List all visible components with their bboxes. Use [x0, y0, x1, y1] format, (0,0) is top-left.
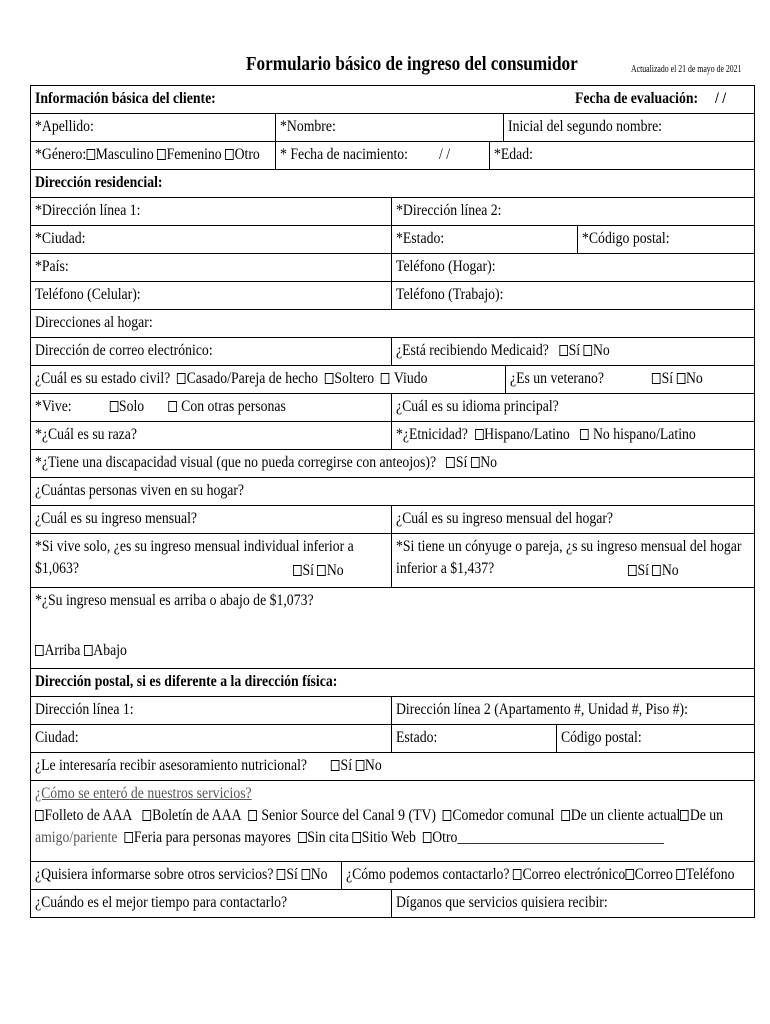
race-field[interactable]: *¿Cuál es su raza?: [35, 426, 138, 443]
row-lives: *Vive: Solo Con otras personas ¿Cuál es su idioma principal?: [31, 393, 754, 421]
alone-income-label-1: *Si vive solo, ¿es su ingreso mensual individual inferior a: [35, 538, 354, 555]
single-checkbox[interactable]: [325, 373, 334, 384]
household-income-field[interactable]: ¿Cuál es su ingreso mensual del hogar?: [391, 506, 754, 533]
src-comedor-checkbox[interactable]: [443, 810, 452, 821]
age-field[interactable]: *Edad:: [489, 142, 754, 169]
female-checkbox[interactable]: [157, 149, 166, 160]
row-household: [31, 477, 754, 505]
spouse-income-label-2: inferior a $1,437?: [396, 560, 495, 577]
intake-form: [30, 85, 755, 918]
basic-section-title: Información básica del cliente:: [35, 90, 216, 107]
contact-mail-checkbox[interactable]: [625, 869, 634, 880]
contact-email-checkbox[interactable]: [513, 869, 522, 880]
state-field[interactable]: *Estado:: [391, 226, 577, 253]
row-above-below: *¿Su ingreso mensual es arriba o abajo de $1,073? Arriba Abajo: [31, 587, 754, 668]
postal-address2-field[interactable]: Dirección línea 2 (Apartamento #, Unidad #, Piso #):: [391, 697, 754, 724]
src-folleto-checkbox[interactable]: [35, 810, 44, 821]
heard-label: ¿Cómo se enteró de nuestros servicios?: [35, 785, 252, 802]
row-best-time: [31, 889, 754, 917]
nutrition-label: ¿Le interesaría recibir asesoramiento nutricional?: [35, 757, 308, 774]
row-visual: *¿Tiene una discapacidad visual (que no pueda corregirse con anteojos)? Sí No: [31, 449, 754, 477]
surname-field[interactable]: *Apellido:: [35, 118, 94, 135]
other-gender-checkbox[interactable]: [225, 149, 234, 160]
src-otro-field[interactable]: Otro______________________________: [432, 829, 664, 846]
non-hispanic-checkbox[interactable]: [580, 429, 589, 440]
visual-yes-checkbox[interactable]: [446, 457, 455, 468]
row-income-threshold: *Si vive solo, ¿es su ingreso mensual individual inferior a $1,063? Sí No *Si tiene un cónyuge o pareja, ¿s su ingreso mensual del hogar inferior a $1,437? Sí No: [31, 533, 754, 587]
below-checkbox[interactable]: [84, 645, 93, 656]
nutrition-yes-checkbox[interactable]: [331, 760, 340, 771]
spouse-income-label-1: *Si tiene un cónyuge o pareja, ¿s su ingreso mensual del hogar: [396, 538, 742, 555]
residence-section-title: Dirección residencial:: [35, 174, 163, 191]
row-city: [31, 225, 754, 253]
medicaid-yes-checkbox[interactable]: [559, 345, 568, 356]
src-web-checkbox[interactable]: [352, 832, 361, 843]
services-wanted-field[interactable]: Díganos que servicios quisiera recibir:: [391, 890, 754, 917]
row-race: *¿Cuál es su raza? *¿Etnicidad? Hispano/Latino No hispano/Latino: [31, 421, 754, 449]
row-nutrition: ¿Le interesaría recibir asesoramiento nutricional? Sí No: [31, 752, 754, 780]
postal-section-title: Dirección postal, si es diferente a la dirección física:: [35, 673, 338, 690]
alone-income-no-checkbox[interactable]: [317, 565, 326, 576]
directions-field[interactable]: Direcciones al hogar:: [35, 314, 153, 331]
row-marital: ¿Cuál es su estado civil? Casado/Pareja de hecho Soltero Viudo ¿Es un veterano? Sí No: [31, 365, 754, 393]
middle-initial-field[interactable]: Inicial del segundo nombre:: [503, 114, 754, 141]
address2-field[interactable]: *Dirección línea 2:: [391, 198, 754, 225]
src-amigo-checkbox[interactable]: [680, 810, 689, 821]
row-basic-header: [31, 86, 754, 113]
row-gender: *Género: Masculino Femenino Otro * Fecha de nacimiento: / / *Edad:: [31, 141, 754, 169]
src-feria-checkbox[interactable]: [124, 832, 133, 843]
medicaid-no-checkbox[interactable]: [584, 345, 593, 356]
country-field[interactable]: *País:: [35, 258, 69, 275]
nutrition-no-checkbox[interactable]: [355, 760, 364, 771]
dob-field[interactable]: * Fecha de nacimiento: / /: [275, 142, 489, 169]
visual-label: *¿Tiene una discapacidad visual (que no pueda corregirse con anteojos)?: [35, 454, 437, 471]
src-cliente-checkbox[interactable]: [561, 810, 570, 821]
postal-zip-field[interactable]: Código postal:: [556, 725, 754, 752]
language-field[interactable]: ¿Cuál es su idioma principal?: [391, 394, 754, 421]
other-services-yes-checkbox[interactable]: [277, 869, 286, 880]
other-services-no-checkbox[interactable]: [301, 869, 310, 880]
above-below-label: *¿Su ingreso mensual es arriba o abajo de $1,073?: [35, 592, 314, 609]
email-field[interactable]: Dirección de correo electrónico:: [35, 342, 213, 359]
phone-cell-field[interactable]: Teléfono (Celular):: [35, 286, 141, 303]
row-email: Dirección de correo electrónico: ¿Está recibiendo Medicaid? Sí No: [31, 337, 754, 365]
gender-label: *Género:: [35, 146, 87, 163]
row-heard: ¿Cómo se enteró de nuestros servicios? Folleto de AAA Boletín de AAA Senior Source del Canal 9 (TV) Comedor comunal De un cliente actual De un amigo/pariente Feria para personas mayores Sin cita Sitio Web Otro______________________________: [31, 780, 754, 861]
other-services-label: ¿Quisiera informarse sobre otros servicios?: [35, 866, 274, 883]
with-others-checkbox[interactable]: [168, 401, 177, 412]
postal-address1-field[interactable]: Dirección línea 1:: [35, 701, 134, 718]
src-senior-checkbox[interactable]: [248, 810, 257, 821]
row-directions: [31, 309, 754, 337]
zip-field[interactable]: *Código postal:: [577, 226, 754, 253]
spouse-income-yes-checkbox[interactable]: [628, 565, 637, 576]
src-otro-checkbox[interactable]: [423, 832, 432, 843]
best-time-field[interactable]: ¿Cuándo es el mejor tiempo para contactarlo?: [35, 894, 288, 911]
eval-date-label: Fecha de evaluación:: [575, 90, 699, 107]
row-postal-header: [31, 668, 754, 696]
spouse-income-no-checkbox[interactable]: [652, 565, 661, 576]
row-other-services: ¿Quisiera informarse sobre otros servicios? Sí No ¿Cómo podemos contactarlo? Correo electrónico Correo Teléfono: [31, 861, 754, 889]
veteran-no-checkbox[interactable]: [677, 373, 686, 384]
row-address: [31, 197, 754, 225]
eval-date-field[interactable]: / /: [715, 90, 727, 107]
row-country: [31, 253, 754, 281]
row-postal-address: [31, 696, 754, 724]
lives-label: *Vive:: [35, 398, 72, 415]
above-checkbox[interactable]: [35, 645, 44, 656]
phone-home-field[interactable]: Teléfono (Hogar):: [391, 254, 754, 281]
alone-income-label-2: $1,063?: [35, 560, 79, 577]
address1-field[interactable]: *Dirección línea 1:: [35, 202, 141, 219]
postal-state-field[interactable]: Estado:: [391, 725, 556, 752]
row-postal-city: [31, 724, 754, 752]
hispanic-checkbox[interactable]: [475, 429, 484, 440]
updated-date: Actualizado el 21 de mayo de 2021: [631, 64, 742, 75]
alone-income-yes-checkbox[interactable]: [293, 565, 302, 576]
income-field[interactable]: ¿Cuál es su ingreso mensual?: [35, 510, 198, 527]
postal-city-field[interactable]: Ciudad:: [35, 729, 79, 746]
row-names: [31, 113, 754, 141]
phone-work-field[interactable]: Teléfono (Trabajo):: [391, 282, 754, 309]
alone-checkbox[interactable]: [109, 401, 118, 412]
visual-no-checkbox[interactable]: [471, 457, 480, 468]
household-field[interactable]: ¿Cuántas personas viven en su hogar?: [35, 482, 245, 499]
name-field[interactable]: *Nombre:: [275, 114, 503, 141]
city-field[interactable]: *Ciudad:: [35, 230, 86, 247]
page-title: Formulario básico de ingreso del consumidor: [246, 53, 578, 75]
ethnicity-label: *¿Etnicidad?: [396, 426, 468, 443]
src-boletin-checkbox[interactable]: [143, 810, 152, 821]
male-checkbox[interactable]: [86, 149, 95, 160]
medicaid-label: ¿Está recibiendo Medicaid?: [396, 342, 549, 359]
row-income: [31, 505, 754, 533]
contact-how-label: ¿Cómo podemos contactarlo?: [346, 866, 510, 883]
row-residence-header: [31, 169, 754, 197]
widow-checkbox[interactable]: [381, 373, 390, 384]
veteran-yes-checkbox[interactable]: [652, 373, 661, 384]
src-sincita-checkbox[interactable]: [298, 832, 307, 843]
marital-label: ¿Cuál es su estado civil?: [35, 370, 171, 387]
veteran-label: ¿Es un veterano?: [510, 370, 604, 387]
married-checkbox[interactable]: [177, 373, 186, 384]
row-phones: [31, 281, 754, 309]
contact-phone-checkbox[interactable]: [676, 869, 685, 880]
